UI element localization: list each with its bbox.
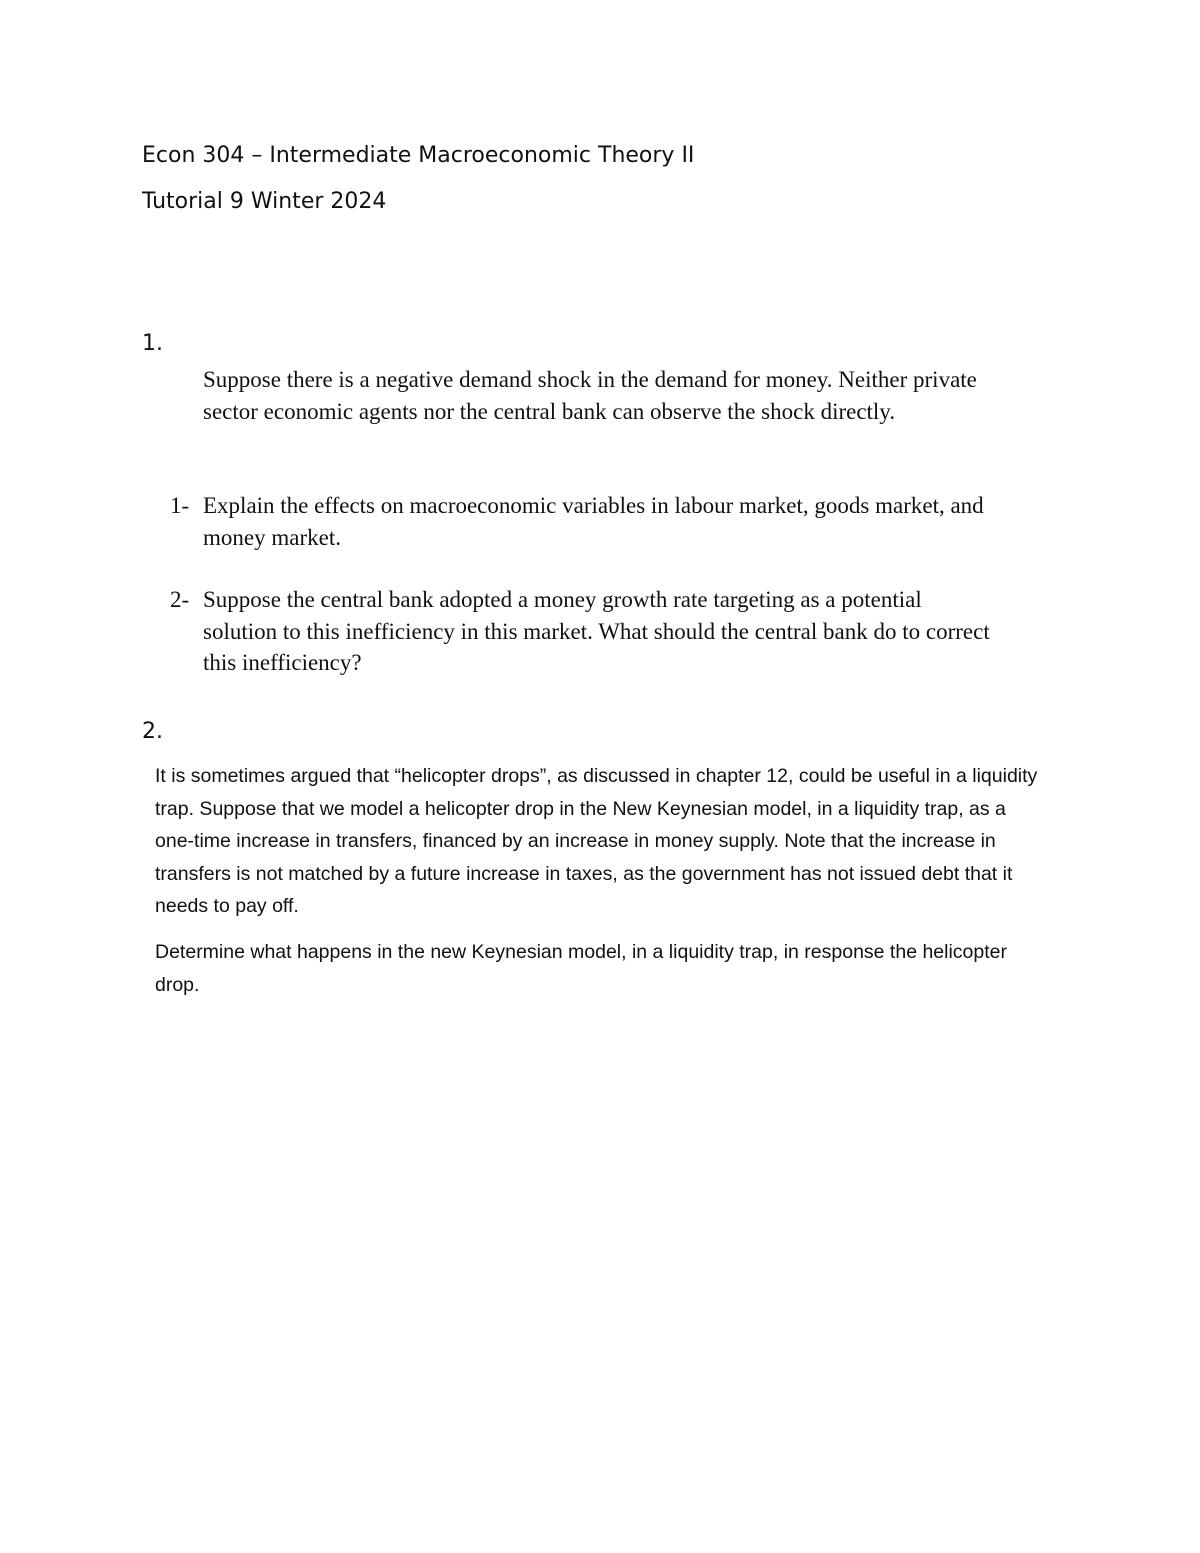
question-1-part-1	[170, 490, 1000, 553]
question-2-paragraph-1: It is sometimes argued that “helicopter drops”, as discussed in chapter 12, could be useful in a liquidity trap. Suppose that we model a helicopter drop in the New Keynesian model, in a liquidity trap, as a one-time increase in transfers, financed by an increase in money supply. Note that the increase in transfers is not matched by a future increase in taxes, as the government has not issued debt that it needs to pay off.	[155, 765, 1038, 917]
part-2-text: Suppose the central bank adopted a money growth rate targeting as a potential solution to this inefficiency in this market. What should the central bank do to correct this inefficiency?	[203, 587, 990, 675]
part-2-marker: 2-	[170, 587, 190, 612]
question-2-paragraph-2: Determine what happens in the new Keynesian model, in a liquidity trap, in response the helicopter drop.	[155, 941, 1008, 996]
part-1-text: Explain the effects on macroeconomic variables in labour market, goods market, and money market.	[203, 493, 984, 550]
document-subtitle: Tutorial 9 Winter 2024	[142, 189, 387, 214]
question-2-number: 2.	[142, 719, 163, 744]
part-1-marker: 1-	[170, 493, 190, 518]
question-1-number: 1.	[142, 331, 163, 356]
question-1-part-2	[170, 584, 1000, 679]
document-title: Econ 304 – Intermediate Macroeconomic Theory II	[142, 143, 695, 168]
question-1-intro: Suppose there is a negative demand shock in the demand for money. Neither private sector economic agents nor the central bank can observe the shock directly.	[203, 367, 977, 424]
